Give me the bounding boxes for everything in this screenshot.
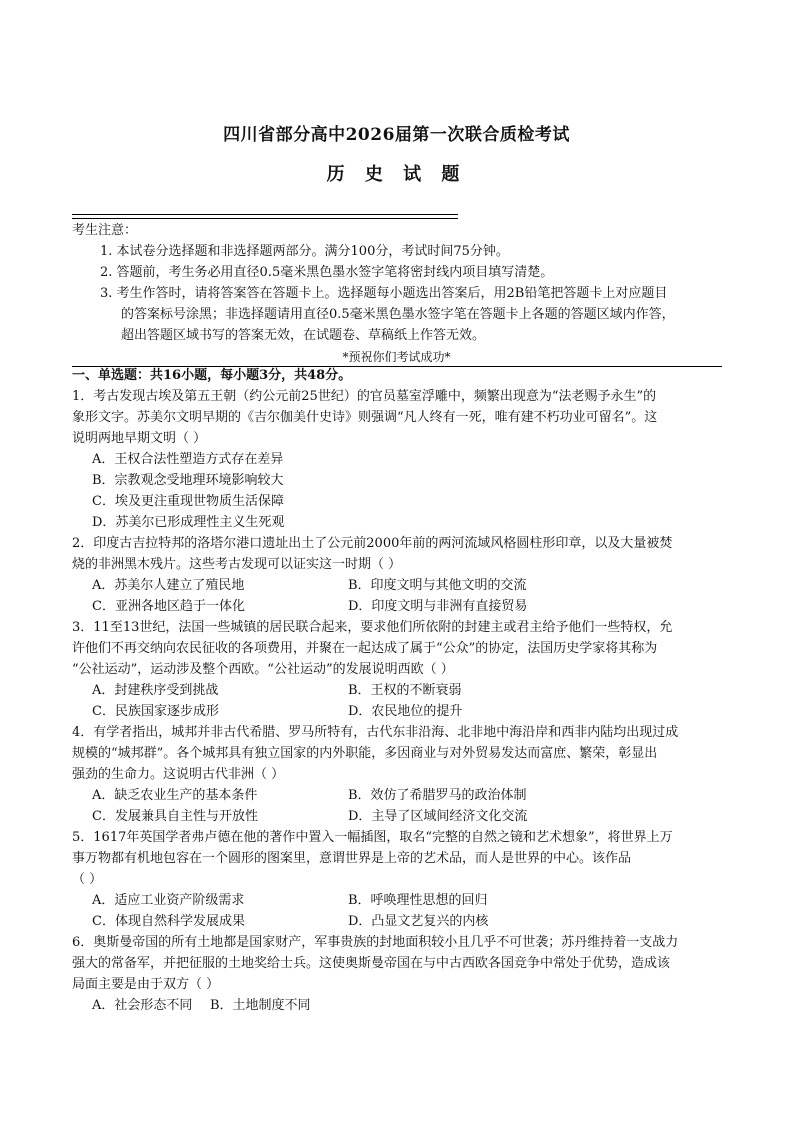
subject-title: 历 史 试 题: [326, 164, 467, 185]
option-a: A．封建秩序受到挑战: [92, 683, 219, 698]
question-stem: 4．有学者指出，城邦并非古代希腊、罗马所特有，古代东非沿海、北非地中海沿岸和西非内陆均出现过成: [72, 725, 679, 740]
divider-rule: [72, 214, 458, 215]
option-b: B．效仿了希腊罗马的政治体制: [348, 788, 527, 803]
question-stem: “公社运动”，运动涉及整个西欧。“公社运动”的发展说明西欧（ ）: [72, 662, 454, 677]
option-a: A．王权合法性塑造方式存在差异: [92, 452, 284, 467]
option-c: C．埃及更注重现世物质生活保障: [92, 494, 284, 509]
option-c: C．亚洲各地区趋于一体化: [92, 599, 245, 614]
divider-rule: [72, 218, 458, 219]
notice-item: 1. 本试卷分选择题和非选择题两部分。满分100分，考试时间75分钟。: [100, 244, 509, 259]
option-b: B．宗教观念受地理环境影响较大: [92, 473, 284, 488]
exam-title: 四川省部分高中2026届第一次联合质检考试: [223, 125, 570, 145]
question-stem: 3．11至13世纪，法国一些城镇的居民联合起来，要求他们所依附的封建主或君主给予他们一些特权，允: [72, 620, 673, 635]
question-stem: 规模的“城邦群”。各个城邦具有独立国家的内外职能，多因商业与对外贸易发达而富庶、繁荣，彰显出: [72, 746, 658, 761]
option-d: D．主导了区域间经济文化交流: [348, 809, 528, 824]
question-stem: 说明两地早期文明（ ）: [72, 431, 207, 446]
question-stem: 烧的非洲黑木残片。这些考古发现可以证实这一时期（ ）: [72, 557, 402, 572]
question-stem: 强大的常备军，并把征服的土地奖给士兵。这使奥斯曼帝国在与中古西欧各国竞争中常处于优势，造成该: [72, 956, 671, 971]
notice-item-continued: 超出答题区域书写的答案无效，在试题卷、草稿纸上作答无效。: [121, 328, 486, 343]
notice-item: 3. 考生作答时，请将答案答在答题卡上。选择题每小题选出答案后，用2B铅笔把答题卡上对应题目: [100, 286, 668, 301]
question-stem: 6．奥斯曼帝国的所有土地都是国家财产，军事贵族的封地面积较小且几乎不可世袭；苏丹维持着一支战力: [72, 935, 679, 950]
question-stem: 2．印度古吉拉特邦的洛塔尔港口遗址出土了公元前2000年前的两河流域风格圆柱形印章，以及大量被焚: [72, 536, 673, 551]
option-a: A．适应工业资产阶级需求: [92, 893, 245, 908]
notice-item: 2. 答题前，考生务必用直径0.5毫米黑色墨水签字笔将密封线内项目填写清楚。: [100, 265, 554, 280]
option-c: C．发展兼具自主性与开放性: [92, 809, 258, 824]
section-separator: [72, 366, 722, 367]
question-stem: 强劲的生命力。这说明古代非洲（ ）: [72, 767, 285, 782]
option-d: D．苏美尔已形成理性主义生死观: [92, 515, 285, 530]
question-stem: 局面主要是由于双方（ ）: [72, 977, 220, 992]
option-a: A．社会形态不同: [92, 998, 193, 1013]
option-b: B．王权的不断衰弱: [348, 683, 462, 698]
question-stem: 事万物都有机地包容在一个圆形的图案里，意谓世界是上帝的艺术品，而人是世界的中心。该作品: [72, 851, 632, 866]
question-stem: 象形文字。苏美尔文明早期的《吉尔伽美什史诗》则强调“凡人终有一死，唯有建不朽功业可留名”。这: [72, 410, 658, 425]
option-a: A．苏美尔人建立了殖民地: [92, 578, 245, 593]
option-c: C．民族国家逐步成形: [92, 704, 219, 719]
option-b: B．土地制度不同: [210, 998, 311, 1013]
question-stem: （ ）: [72, 872, 103, 887]
option-d: D．凸显文艺复兴的内核: [348, 914, 489, 929]
question-stem: 5．1617年英国学者弗卢德在他的著作中置入一幅插图，取名“完整的自然之镜和艺术想象”，将世界上万: [72, 830, 673, 845]
option-b: B．印度文明与其他文明的交流: [348, 578, 527, 593]
notice-item-continued: 的答案标号涂黑；非选择题请用直径0.5毫米黑色墨水签字笔在答题卡上各题的答题区域内作答，: [121, 307, 675, 322]
question-stem: 许他们不再交纳向农民征收的各项费用，并聚在一起达成了属于“公众”的协定，法国历史学家将其称为: [72, 641, 658, 656]
option-b: B．呼唤理性思想的回归: [348, 893, 488, 908]
option-d: D．印度文明与非洲有直接贸易: [348, 599, 528, 614]
option-a: A．缺乏农业生产的基本条件: [92, 788, 258, 803]
question-stem: 1．考古发现古埃及第五王朝（约公元前25世纪）的官员墓室浮雕中，频繁出现意为“法老赐予永生”的: [72, 389, 657, 404]
section-heading: 一、单选题：共16小题，每小题3分，共48分。: [72, 368, 352, 383]
option-c: C．体现自然科学发展成果: [92, 914, 245, 929]
notice-heading: 考生注意：: [72, 223, 138, 238]
good-luck-wish: *预祝你们考试成功*: [342, 350, 451, 364]
option-d: D．农民地位的提升: [348, 704, 463, 719]
